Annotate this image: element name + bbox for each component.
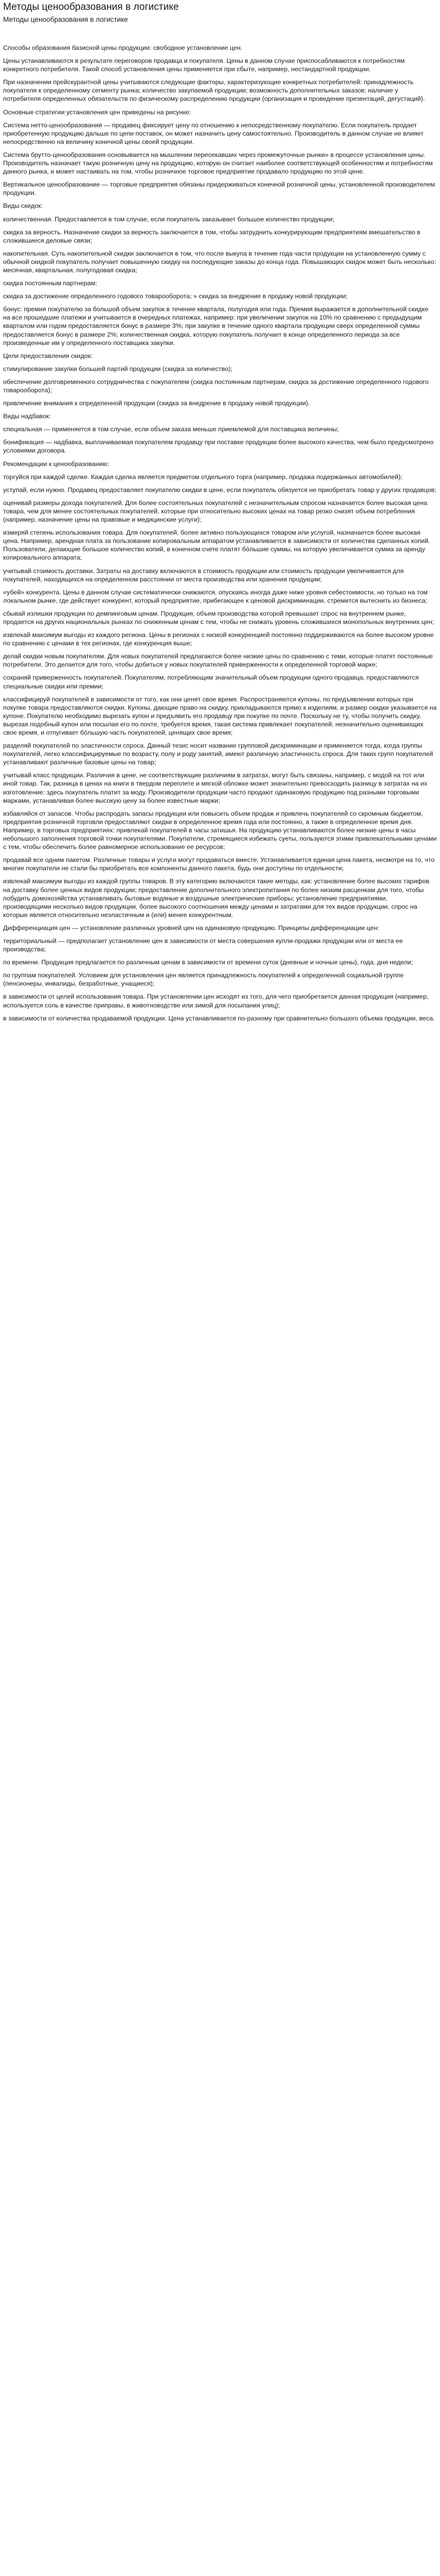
article-paragraph: специальная — применяется в том случае, если объем заказа меньше приемлемой для поставщика величины;	[3, 426, 339, 433]
article-paragraph: по времени. Продукция предлагается по различным ценам в зависимости от времени суток (дневные и ночные цены), года, дня недели;	[3, 959, 413, 966]
article-paragraph: торгуйся при каждой сделке. Каждая сделка является предметом отдельного торга (например, продажа подержанных автомобилей);	[3, 473, 403, 481]
article-paragraph: Рекомендации к ценообразованию:	[3, 460, 110, 468]
article-paragraph: Цены устанавливаются в результате переговоров продавца и покупателя. Цены в данном случае приспосабливаются к потребностям конкретного потребителя. Такой способ установления цены применяется при сбыте, например, нестандартной продукции.	[3, 57, 405, 73]
article-paragraph: Дифференциация цен — установление различных уровней цен на одинаковую продукцию. Принципы дифференциации цен:	[3, 924, 379, 932]
article-paragraph: продавай все одним пакетом. Различные товары и услуги могут продаваться вместе. Устанавливается единая цена пакета, несмотря на то, что многие покупатели не стали бы приобретать все компоненты данного пакета, будь они доступны по отдельности;	[3, 856, 435, 872]
page-subtitle: Методы ценообразования в логистике	[3, 16, 128, 23]
article-paragraph: накопительная. Суть накопительной скидки заключается в том, что после выкупа в течение года части продукции на установленную сумму с обычной скидкой покупатель получает повышенную скидку на последующие заказы до конца года. Повышающих скидок может быть несколько: месячная, квартальная, полугодовая скидка;	[3, 249, 436, 274]
article-paragraph: делай скидки новым покупателям. Для новых покупателей предлагаются более низкие цены по сравнению с теми, которые платят постоянные потребители. Это делается для того, чтобы добиться у новых покупателей приверженности к определенной торговой марке;	[3, 653, 433, 669]
article-body	[3, 44, 437, 1023]
page-title: Методы ценообразования в логистике	[3, 2, 179, 12]
article-paragraph: «убей» конкурента. Цены в данном случае систематически снижаются, опускаясь иногда даже ниже уровня себестоимости, но только на том локальном рынке, где действует конкурент, который предприятие, прибегающее к ценовой дискриминации, стремится вытеснить из бизнеса;	[3, 588, 428, 604]
article-paragraph: Способы образования базисной цены продукции: свободное установление цен.	[3, 44, 243, 51]
article-paragraph: количественная. Предоставляется в том случае, если покупатель заказывает большое количество продукции;	[3, 215, 335, 223]
article-paragraph: в зависимости от целей использования товара. При установлении цен исходят из того, для чего приобретается данная продукция (например, используется соль в качестве приправы, в животноводстве или зимой для посыпания улиц);	[3, 993, 429, 1009]
article-paragraph: учитывай стоимость доставки. Затраты на доставку включаются в стоимость продукции или стоимость продукции увеличивается для покупателей, находящихся на определенном расстоянии от места производства или хранения продукции;	[3, 567, 404, 583]
article-paragraph: сбывай излишки продукции по демпинговым ценам. Продукция, объем производства которой превышает спрос на внутреннем рынке, продается на других национальных рынках по сниженным ценам с тем, чтобы не снижать уровень сложившихся монопольных внутренних цен;	[3, 609, 434, 626]
article-paragraph: в зависимости от количества продаваемой продукции. Цена устанавливается по-разному при сравнительно большого объема продукции, веса.	[3, 1014, 435, 1022]
article-paragraph: Система нетто-ценообразования — продавец фиксирует цену по отношению к непосредственному покупателю. Если покупатель продает приобретенную продукцию дальше по цепи поставок, он может назначить цену самостоятельно. Производитель в данном случае не влияет непосредственно на величину конечной цены своей продукции.	[3, 121, 424, 145]
article-paragraph: Виды надбавок:	[3, 413, 51, 420]
article-paragraph: обеспечение долговременного сотрудничества с покупателем (скидка постоянным партнерам, скидка за достижение определенного годового товарооборота);	[3, 378, 429, 394]
article-paragraph: извлекай максимум выгоды из каждого региона. Цены в регионах с низкой конкуренцией постоянно поддерживаются на более высоком уровне по сравнению с ценами в тех регионах, где конкуренция выше;	[3, 631, 434, 647]
article-paragraph: бонус: премия покупателю за большой объем закупок в течение квартала, полугодия или года. Премия выражается в дополнительной скидке на все прошедшие платежи и учитывается в очередных платежах, например: при увеличении закупок на 10% по сравнению с предыдущим кварталом или годом предоставляется бонус в размере 3%; при закупке в течение одного квартала продукции сверх определенной суммы предоставляется бонус в размере 2%; количественная скидка, которую покупатель получает в конце определенного периода за все произведенные им у определенного поставщика закупки.	[3, 306, 429, 347]
article-paragraph: учитывай класс продукции. Различия в цене, не соответствующие различиям в затратах, могут быть связаны, например, с модой на тот или иной товар. Так, разница в ценах на книги в твердом переплете и мягкой обложке может значительно превосходить разницу в затратах на их изготовление: здесь покупатель платит за моду. Производители продукции часто продают одинаковую продукцию под разными торговыми марками, устанавливая более высокую цену за более известные марки;	[3, 772, 428, 804]
article-paragraph: скидка за верность. Назначение скидки за верность заключается в том, чтобы затруднить конкурирующим предприятиям вмешательство в сложившиеся деловые связи;	[3, 228, 421, 244]
article-paragraph: измеряй степень использования товара. Для покупателей, более активно пользующихся товаром или услугой, назначается более высокая цена. Например, арендная плата за пользование копировальным аппаратом устанавливается в зависимости от количества сделанных копий. Пользователи, делающие большое количество копий, в конечном счете платят бóльшие суммы, на которую увеличивается сумма за аренду копировального аппарата;	[3, 529, 430, 562]
article-paragraph: оценивай размеры дохода покупателей. Для более состоятельных покупателей с незначительным спросом назначается более высокая цена товара, чем для менее состоятельных покупателей, которые при относительно высоких ценах на товар резко снизят объем потребления (например, назначение цены на правовые и медицинские услуги);	[3, 499, 428, 524]
article-paragraph: стимулирование закупки большей партий продукции (скидка за количество);	[3, 365, 233, 373]
article-paragraph: бонификация — надбавка, выплачиваемая покупателем продавцу при поставке продукции более высокого качества, чем было предусмотрено условиями договора.	[3, 439, 434, 455]
article-paragraph: избавляйся от запасов. Чтобы распродать запасы продукции или повысить объем продаж и привлечь покупателей со скромным бюджетом, предприятия розничной торговли предоставляют скидки в определенное время года или постоянно, а также в определенное время дня. Например, в торговых предприятиях: привлекай покупателей в часы затишья. На продукцию устанавливаются более низкие цены в часы небольшого заполнения торговой точки покупателями. Покупатели, стремящиеся избежать суеты, пользуются этими привлекательными ценами с тем, чтобы обеспечить более равномерное использование ее ресурсов;	[3, 809, 437, 851]
article-paragraph: скидка за достижение определенного годового товарооборота; » скидка за внедрение в продажу новой продукции;	[3, 293, 348, 300]
article-paragraph: разделяй покупателей по эластичности спроса. Данный тезис носит название групповой дискриминации и применяется тогда, когда группы покупателей, легко классифицируемые по возрасту, полу и роду занятий, имеют различную эластичность спроса. Для таких групп покупателей устанавливают различные базовые цены на товар;	[3, 742, 433, 766]
article-paragraph: привлечение внимания к определенной продукции (скидка за внедрение в продажу новой продукции).	[3, 400, 310, 407]
article-paragraph: по группам покупателей. Условием для установления цен является принадлежность покупателей к определенной социальной группе (пенсионеры, инвалиды, безработные, учащиеся);	[3, 972, 404, 988]
article-paragraph: сохраняй приверженность покупателей. Покупателям, потребляющим значительный объем продукции одного продавца, предоставляются специальные скидки или премии;	[3, 674, 419, 690]
article-paragraph: Система брутто-ценообразования основывается на мышлении пересекавших через промежуточные рынки» в процессе установления цены. Производитель назначает такую розничную цену на продукцию, которую он считает наиболее соответствующей особенностям и потребностям данного рынка, и может настаивать на том, чтобы розничное торговое предприятие продавало продукцию по этой цене.	[3, 151, 433, 176]
article-paragraph: скидка постоянным партнерам;	[3, 280, 97, 287]
article-paragraph: извлекай максимум выгоды из каждой группы товаров. В эту категорию включаются такие методы, как: установление более высоких тарифов на доставку более ценных видов продукции; предоставление дополнительного электропитания по более низким расценкам для того, чтобы побудить домохозяйства устанавливать бытовые водяные и воздушные электрические приборы; установление предприятиями, производящими несколько видов продукции, более высокого соотношения между ценами и затратами для тех видов продукции, спрос на которые является относительно неэластичным и (или) менее конкурентным.	[3, 878, 430, 919]
article-paragraph: уступай, если нужно. Продавец предоставляет покупателю скидки в цене, если покупатель обязуется не приобретать товар у других продавцов;	[3, 486, 436, 494]
article-paragraph: классифицируй покупателей в зависимости от того, как они ценят свое время. Распространяются купоны, по предъявлении которых при покупке товара предоставляются скидки. Купоны, дающие право на скидку, прикладываются прямо к изделиям, и размер скидки указывается на купоне. Покупателю необходимо вырезать купон и предъявить его продавцу при покупке по почте. Поскольку не ту, чтобы получить скидку, вырезая подобный купон или посылая его по почте, требуется время, такая система привлекает покупателей, незначительно оценивающих свое время, и отпугивает бóльшую часть покупателей, ценящих свое время;	[3, 695, 437, 736]
article-paragraph: Основные стратегии установления цен приведены на рисунке:	[3, 108, 191, 116]
article-paragraph: Цели предоставления скидок:	[3, 352, 93, 360]
article-paragraph: территориальный — предполагает установление цен в зависимости от места совершения купли-продажи продукции или от места ее производства;	[3, 937, 403, 953]
page	[0, 1, 440, 1032]
article-paragraph: Виды скидок:	[3, 202, 43, 210]
article-paragraph: Вертикальное ценообразование — торговые предприятия обязаны придерживаться конечной розничной цены, установленной производителем продукции.	[3, 181, 435, 197]
article-paragraph: При назначении прейскурантной цены учитываются следующие факторы, характеризующие конкретных потребителей: принадлежность покупателя к определенному сегменту рынка; количество закупаемой продукции; возможность дополнительных заказов; наличие у потребителя определенных обязательств по физическому распределению продукции (организация и проведение презентаций, дегустаций).	[3, 78, 425, 103]
